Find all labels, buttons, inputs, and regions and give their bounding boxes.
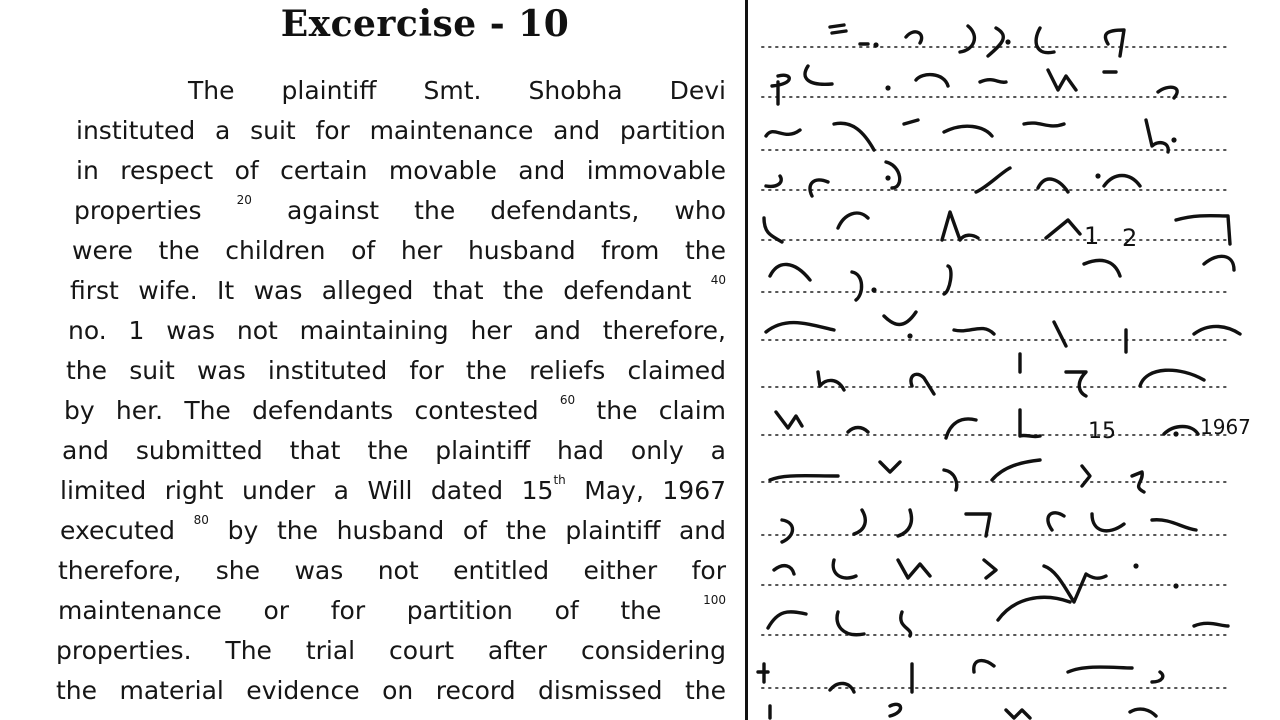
shorthand-stroke <box>898 510 912 536</box>
shorthand-dot <box>871 287 876 292</box>
line-text: instituted a suit for maintenance and partition <box>76 116 726 145</box>
passage-line <box>76 74 726 108</box>
passage-line <box>60 474 726 508</box>
line-text: in respect of certain movable and immovable <box>76 156 726 185</box>
shorthand-annotation: 15 <box>1088 419 1116 444</box>
shorthand-stroke <box>1006 710 1030 718</box>
shorthand-stroke <box>890 704 901 716</box>
shorthand-stroke <box>901 612 911 636</box>
shorthand-stroke <box>980 80 1006 83</box>
line-text-continued: the claim <box>596 396 727 425</box>
line-text: first wife. It was alleged that the defendant <box>70 276 692 305</box>
word-count-marker: 60 <box>559 392 576 407</box>
passage-line <box>68 314 726 348</box>
shorthand-stroke <box>1194 623 1228 626</box>
shorthand-dot <box>1133 563 1138 568</box>
passage-line <box>66 354 726 388</box>
line-text-continued: against the defendants, who <box>286 196 726 225</box>
shorthand-stroke <box>1092 514 1124 531</box>
shorthand-dot <box>1173 583 1178 588</box>
ordinal-suffix: th <box>553 472 566 487</box>
shorthand-dot <box>907 333 912 338</box>
shorthand-stroke <box>992 460 1040 480</box>
shorthand-stroke <box>988 28 1003 56</box>
passage-line <box>76 154 726 188</box>
shorthand-stroke <box>1048 70 1076 90</box>
shorthand-stroke <box>1082 466 1090 486</box>
line-text: the suit was instituted for the reliefs claimed <box>66 356 726 385</box>
passage-line <box>64 394 726 428</box>
shorthand-stroke <box>805 66 832 84</box>
shorthand-column <box>748 0 1280 720</box>
shorthand-stroke <box>1068 667 1132 672</box>
shorthand-stroke <box>880 462 900 472</box>
line-text: limited right under a Will dated 15 <box>60 476 554 505</box>
shorthand-stroke <box>1146 120 1168 152</box>
shorthand-stroke <box>984 560 996 578</box>
shorthand-stroke <box>852 272 862 300</box>
shorthand-annotation: 1967 <box>1200 415 1251 439</box>
passage-line <box>62 434 726 468</box>
passage-line <box>60 514 726 548</box>
shorthand-stroke <box>782 520 793 542</box>
line-text: The plaintiff Smt. Shobha Devi <box>188 76 726 105</box>
shorthand-dot <box>1173 431 1178 436</box>
shorthand-stroke <box>766 130 800 136</box>
shorthand-stroke <box>886 162 900 188</box>
shorthand-stroke <box>1152 520 1196 530</box>
shorthand-stroke <box>944 126 992 136</box>
line-text: were the children of her husband from the <box>72 236 726 265</box>
shorthand-stroke <box>1194 326 1240 334</box>
line-text: maintenance or for partition of the <box>58 596 662 625</box>
shorthand-stroke <box>837 612 864 635</box>
shorthand-stroke <box>966 514 990 536</box>
passage-line <box>76 114 726 148</box>
line-text-continued: May, 1967 <box>584 476 726 505</box>
shorthand-stroke <box>960 26 974 52</box>
shorthand-stroke <box>1084 260 1120 276</box>
line-text: and submitted that the plaintiff had only a <box>62 436 726 465</box>
shorthand-stroke <box>833 560 856 578</box>
shorthand-dot <box>873 42 878 47</box>
shorthand-stroke <box>942 212 978 240</box>
word-count-marker: 100 <box>703 592 726 607</box>
shorthand-stroke <box>1204 256 1234 270</box>
line-text: no. 1 was not maintaining her and therefore, <box>68 316 726 345</box>
shorthand-stroke <box>774 566 794 574</box>
shorthand-annotation: 1 <box>1084 222 1100 250</box>
shorthand-stroke <box>1024 123 1064 126</box>
line-text: by her. The defendants contested <box>64 396 539 425</box>
shorthand-stroke <box>911 374 934 394</box>
word-count-marker: 80 <box>193 512 209 527</box>
shorthand-stroke <box>834 123 874 150</box>
shorthand-stroke <box>954 329 994 334</box>
shorthand-stroke <box>944 266 951 294</box>
word-count-marker: 40 <box>710 272 726 287</box>
shorthand-stroke <box>1164 427 1198 435</box>
shorthand-stroke <box>770 476 838 480</box>
line-text-continued: by the husband of the plaintiff and <box>227 516 726 545</box>
shorthand-stroke <box>758 664 768 682</box>
shorthand-stroke <box>904 120 918 124</box>
shorthand-stroke <box>768 612 806 628</box>
shorthand-dot <box>1095 173 1100 178</box>
shorthand-stroke <box>1152 672 1163 682</box>
shorthand-stroke <box>1020 410 1040 437</box>
line-text: executed <box>60 516 175 545</box>
exercise-title: Excercise - 10 <box>280 3 570 45</box>
shorthand-stroke <box>906 32 922 43</box>
passage-line <box>56 674 726 708</box>
shorthand-stroke <box>1104 176 1140 187</box>
line-text: properties. The trial court after considering <box>56 636 726 665</box>
shorthand-stroke <box>884 312 916 325</box>
shorthand-stroke <box>1048 513 1064 530</box>
passage-line <box>70 274 726 308</box>
shorthand-stroke <box>1036 28 1054 53</box>
shorthand-dot <box>885 85 890 90</box>
shorthand-stroke <box>998 597 1070 620</box>
shorthand-stroke <box>1105 30 1124 56</box>
passage-line <box>56 634 726 668</box>
shorthand-stroke <box>944 470 957 490</box>
shorthand-stroke <box>976 168 1010 192</box>
shorthand-stroke <box>1066 372 1086 396</box>
passage-line <box>74 194 726 228</box>
shorthand-stroke <box>1130 709 1156 716</box>
shorthand-transcript <box>748 0 1280 720</box>
line-text: properties <box>74 196 202 225</box>
shorthand-stroke <box>764 218 782 242</box>
shorthand-stroke <box>772 75 789 104</box>
shorthand-stroke <box>854 510 865 534</box>
shorthand-stroke <box>916 75 948 86</box>
word-count-marker: 20 <box>236 192 252 207</box>
shorthand-stroke <box>830 683 854 692</box>
shorthand-stroke <box>974 661 994 672</box>
shorthand-stroke <box>810 180 828 196</box>
passage-line <box>72 234 726 268</box>
shorthand-stroke <box>848 428 868 433</box>
shorthand-annotation: 2 <box>1122 224 1138 252</box>
shorthand-stroke <box>838 213 868 228</box>
shorthand-dot <box>1005 39 1010 44</box>
shorthand-dot <box>885 175 890 180</box>
line-text: the material evidence on record dismissed the <box>56 676 726 705</box>
shorthand-stroke <box>1046 220 1080 238</box>
shorthand-stroke <box>766 176 781 186</box>
shorthand-stroke <box>776 412 802 428</box>
shorthand-stroke <box>1140 370 1204 386</box>
shorthand-stroke <box>830 25 846 33</box>
line-text: therefore, she was not entitled either for <box>58 556 726 585</box>
shorthand-stroke <box>766 323 834 332</box>
passage-line <box>58 554 726 588</box>
passage-line <box>58 594 726 628</box>
shorthand-dot <box>1171 137 1176 142</box>
shorthand-stroke <box>770 264 810 280</box>
shorthand-stroke <box>1054 322 1066 346</box>
shorthand-stroke <box>898 560 930 578</box>
